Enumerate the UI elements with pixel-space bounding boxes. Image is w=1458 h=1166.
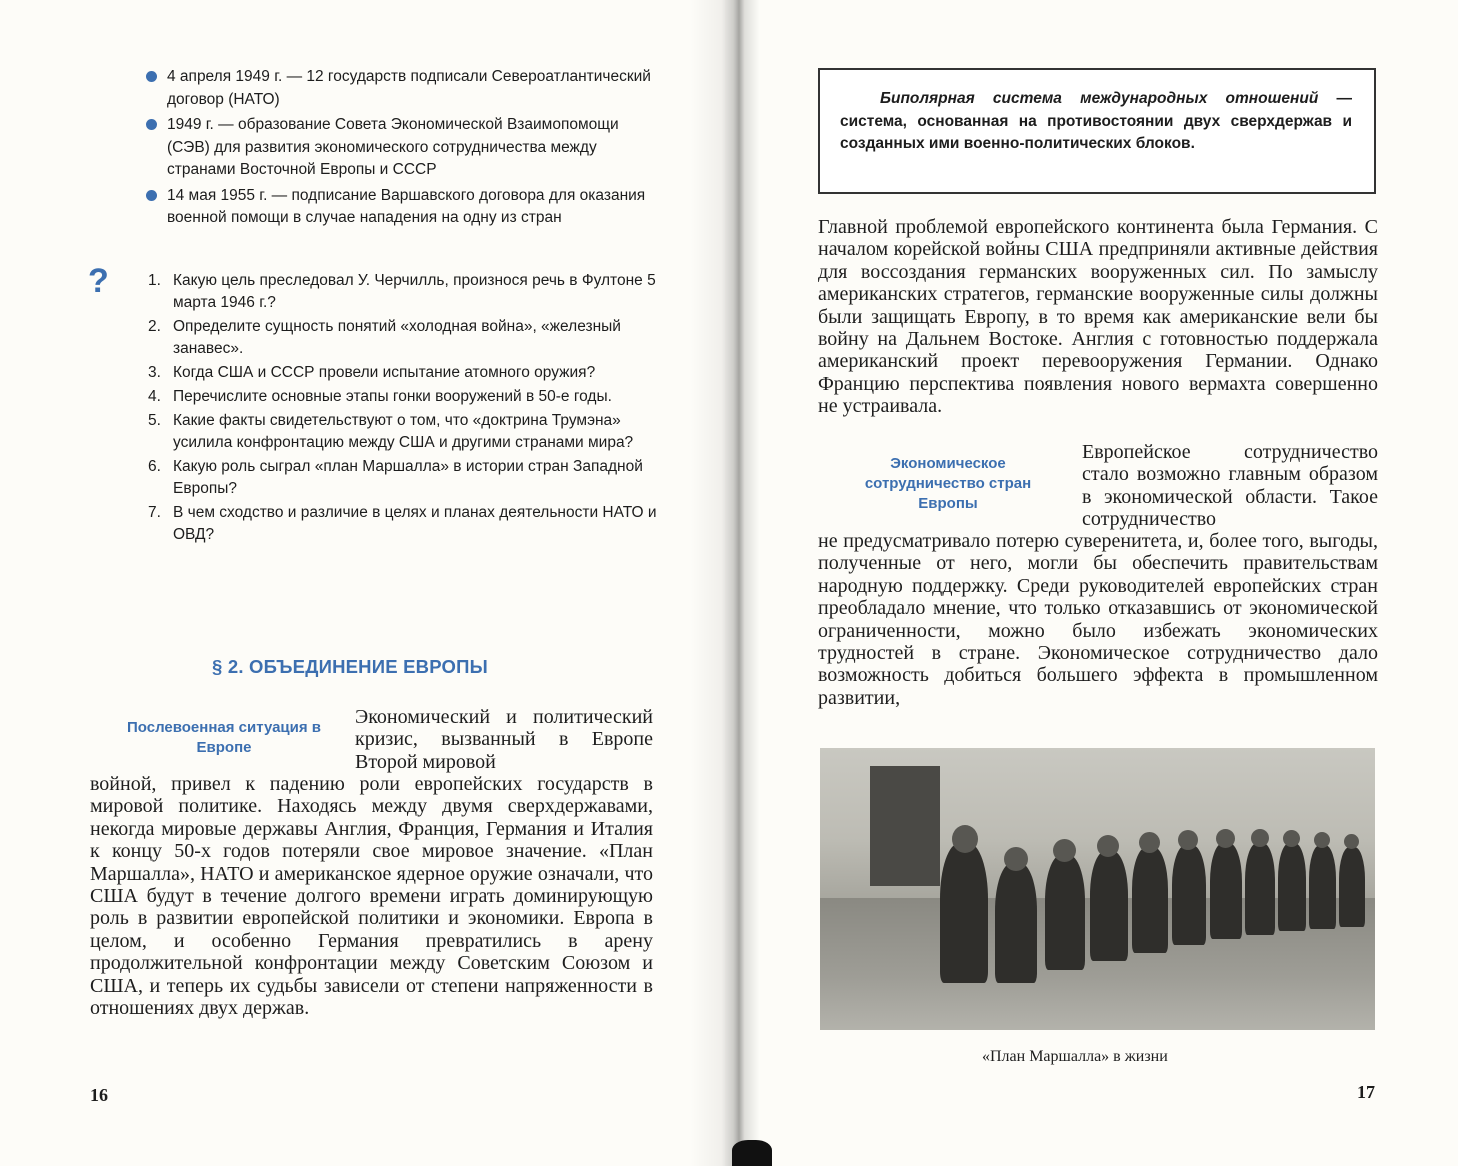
photo-figure [1245,843,1275,935]
page-number: 16 [90,1085,108,1105]
photo-head [1251,829,1269,847]
timeline-bullet: 1949 г. — образование Совета Экономической Взаимопомощи (СЭВ) для развития экономического сотрудничества между странами Восточной Европы и СССР [142,114,657,182]
photo-doorway [870,766,940,886]
photo-figure [1172,845,1206,945]
bullet-dot-icon [146,190,157,201]
page-number: 17 [1357,1082,1375,1102]
photo-head [1097,835,1119,857]
photo-head [1344,834,1359,849]
question-mark-icon: ? [88,262,109,300]
photo-figure [1278,843,1306,931]
timeline-bullet-list [142,66,657,233]
review-questions-list [148,270,658,548]
photo-head [1139,832,1160,853]
definition-term: Биполярная система международных отношений [880,90,1319,107]
margin-subheading: Экономическое сотрудничество стран Европы [864,455,1032,512]
spine-mark [732,1140,772,1166]
photo-figure [1045,855,1085,970]
timeline-bullet: 4 апреля 1949 г. — 12 государств подписали Североатлантический договор (НАТО) [142,66,657,111]
body-paragraph-intro: Экономический и политический кризис, вызванный в Европе Второй мировой [355,706,653,773]
left-page [0,0,725,1166]
timeline-bullet: 14 мая 1955 г. — подписание Варшавского договора для оказания военной помощи в случае нападения на одну из стран [142,185,657,230]
photo-crowd [940,803,1375,993]
photo-head [1283,830,1300,847]
review-question: 1. Какую цель преследовал У. Черчилль, произнося речь в Фултоне 5 марта 1946 г.? [148,272,656,311]
review-question: 6. Какую роль сыграл «план Маршалла» в истории стран Западной Европы? [148,458,643,497]
review-question: 3. Когда США и СССР провели испытание атомного оружия? [148,364,596,381]
photo-figure [1090,851,1128,961]
review-question: 5. Какие факты свидетельствуют о том, что «доктрина Трумэна» усилила конфронтацию между США и другими странами мира? [148,412,634,451]
photo-caption: «План Маршалла» в жизни [982,1048,1168,1065]
review-question: 4. Перечислите основные этапы гонки вооружений в 50-е годы. [148,388,612,405]
definition-body: — система, основанная на противостоянии двух сверхдержав и созданных ими военно-политических блоков. [840,90,1352,152]
photo-figure [1210,843,1242,939]
photo-head [1178,830,1198,850]
photo-head [1216,829,1235,848]
body-paragraph: Главной проблемой европейского континента была Германия. С началом корейской войны США предприняли активные действия для воссоздания германских вооруженных сил. По замыслу американских стратегов, германские вооруженные силы должны были защищать Европу, в то время как американские вели бы войну на Дальнем Востоке. Англия с готовностью поддержала американский проект перевооружения Германии. Однако Францию перспектива появления нового вермахта совершенно не устраивала. [818,216,1378,418]
book-gutter-shadow [690,0,760,1166]
photo-figure [995,863,1037,983]
body-paragraph: войной, привел к падению роли европейских государств в мировой политике. Находясь между двумя сверхдержавами, некогда мировые державы Англия, Франция, Германия и Италия к концу 50-х годов потеряли свое мировое значение. «План Маршалла», НАТО и американское ядерное оружие означали, что США будут в течение долгого времени играть доминирующую роль в развитии европейской политики и экономики. Европа в целом, и особенно Германия превратились в арену продолжительной конфронтации между Советским Союзом и США, и теперь их судьбы зависели от степени напряженности в отношениях двух держав. [90,773,653,1020]
historical-photo [820,748,1375,1030]
photo-figure [940,843,988,983]
section-heading: § 2. ОБЪЕДИНЕНИЕ ЕВРОПЫ [212,656,488,677]
photo-figure [1339,847,1365,927]
review-question: 2. Определите сущность понятий «холодная война», «железный занавес». [148,318,621,357]
photo-head [1053,839,1076,862]
bullet-dot-icon [146,71,157,82]
photo-figure [1309,845,1336,929]
review-question: 7. В чем сходство и различие в целях и планах деятельности НАТО и ОВД? [148,504,657,543]
photo-head [952,825,978,853]
body-paragraph-intro: Европейское сотрудничество стало возможно главным образом в экономической области. Такое сотрудничество [1082,441,1378,531]
photo-figure [1132,847,1168,953]
definition-box [818,68,1376,194]
margin-subheading: Послевоенная ситуация в Европе [126,719,322,756]
definition-text [840,88,1352,156]
photo-head [1314,832,1330,848]
photo-head [1004,847,1028,871]
body-paragraph: не предусматривало потерю суверенитета, и, более того, выгоды, полученные от него, могли бы обеспечить правительствам народную поддержку. Среди руководителей европейских стран преобладало мнение, что только отказавшись от экономической ограниченности, можно было избежать экономических трудностей в стране. Экономическое сотрудничество дало возможность добиться большего эффекта в промышленном развитии, [818,530,1378,709]
bullet-dot-icon [146,119,157,130]
